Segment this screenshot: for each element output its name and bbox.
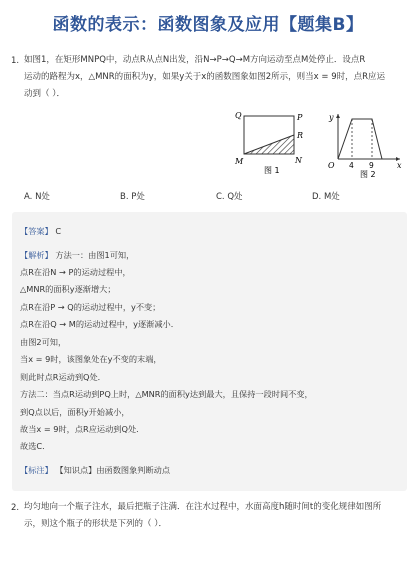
question-line: 动到（ ）． — [24, 89, 65, 99]
option-b[interactable]: B. P处 — [120, 192, 145, 202]
question-line: 示，则这个瓶子的形状是下列的（ ）． — [24, 519, 167, 529]
label-q: Q — [235, 111, 242, 120]
figure-1 — [234, 111, 303, 175]
analysis-line: 方法二：当点R运动到PQ上时，△MNR的面积y达到最大，且保持一段时间不变， — [20, 389, 313, 399]
answer-tag: 【答案】 — [20, 226, 53, 236]
analysis-line: 故当x = 9时，点R应运动到Q处． — [20, 424, 145, 434]
tick-4: 4 — [349, 161, 354, 170]
question-text — [24, 52, 410, 103]
function-graph — [338, 119, 382, 159]
options — [24, 190, 404, 204]
analysis-line: 则此时点R运动到Q处． — [20, 372, 106, 382]
figure-1-and-2 — [228, 108, 408, 184]
analysis-line: 点R在沿N → P的运动过程中， — [20, 267, 131, 277]
option-a[interactable]: A. N处 — [24, 192, 50, 202]
label-x: x — [397, 161, 402, 170]
analysis-tag: 【解析】 — [20, 250, 53, 260]
figure-1-caption: 图 1 — [264, 166, 280, 175]
analysis-line: △MNR的面积y逐渐增大； — [20, 284, 116, 294]
label-r: R — [297, 131, 304, 140]
analysis-line: 点R在沿P → Q的运动过程中，y不变； — [20, 302, 161, 312]
answer-panel — [12, 212, 407, 491]
question-text — [24, 499, 410, 533]
analysis-line: 【解析】 方法一：由图1可知， — [20, 250, 135, 260]
y-axis-arrow — [336, 114, 340, 118]
question-line: 如图1，在矩形MNPQ中，动点R从点N出发，沿N→P→Q→M方向运动至点M处停止．设点R — [24, 55, 366, 65]
analysis-line: 由图2可知， — [20, 337, 67, 347]
label-n: N — [295, 156, 302, 165]
note-line: 【标注】 【知识点】由函数图象判断动点 — [20, 465, 171, 475]
option-d[interactable]: D. M处 — [312, 192, 340, 202]
figure-2-caption: 图 2 — [360, 170, 376, 179]
question-number: 1. — [11, 56, 20, 66]
analysis-line: 当x = 9时，该图象处在y不变的末端， — [20, 354, 162, 364]
tick-9: 9 — [369, 161, 374, 170]
label-origin: O — [328, 161, 335, 170]
label-p: P — [297, 113, 303, 122]
analysis-line: 到Q点以后，面积y开始减小， — [20, 407, 130, 417]
figures — [228, 108, 408, 184]
answer-line: 【答案】 C — [20, 226, 62, 236]
option-c[interactable]: C. Q处 — [216, 192, 243, 202]
question-line: 均匀地向一个瓶子注水，最后把瓶子注满．在注水过程中，水面高度h随时间t的变化规律如图所 — [24, 502, 382, 512]
label-m: M — [235, 157, 244, 166]
question-number: 2. — [11, 503, 20, 513]
analysis-line: 点R在沿Q → M的运动过程中，y逐渐减小． — [20, 319, 179, 329]
figure-2 — [328, 113, 402, 179]
triangle-mnr — [244, 135, 294, 154]
label-y: y — [329, 113, 334, 122]
analysis-line: 故选C． — [20, 441, 51, 451]
page-title: 函数的表示：函数图象及应用【题集B】 — [52, 15, 364, 35]
question-line: 运动的路程为x，△MNR的面积为y，如果y关于x的函数图象如图2所示，则当x = 9时，点R应运 — [24, 72, 386, 82]
note-tag: 【标注】 — [20, 465, 53, 475]
